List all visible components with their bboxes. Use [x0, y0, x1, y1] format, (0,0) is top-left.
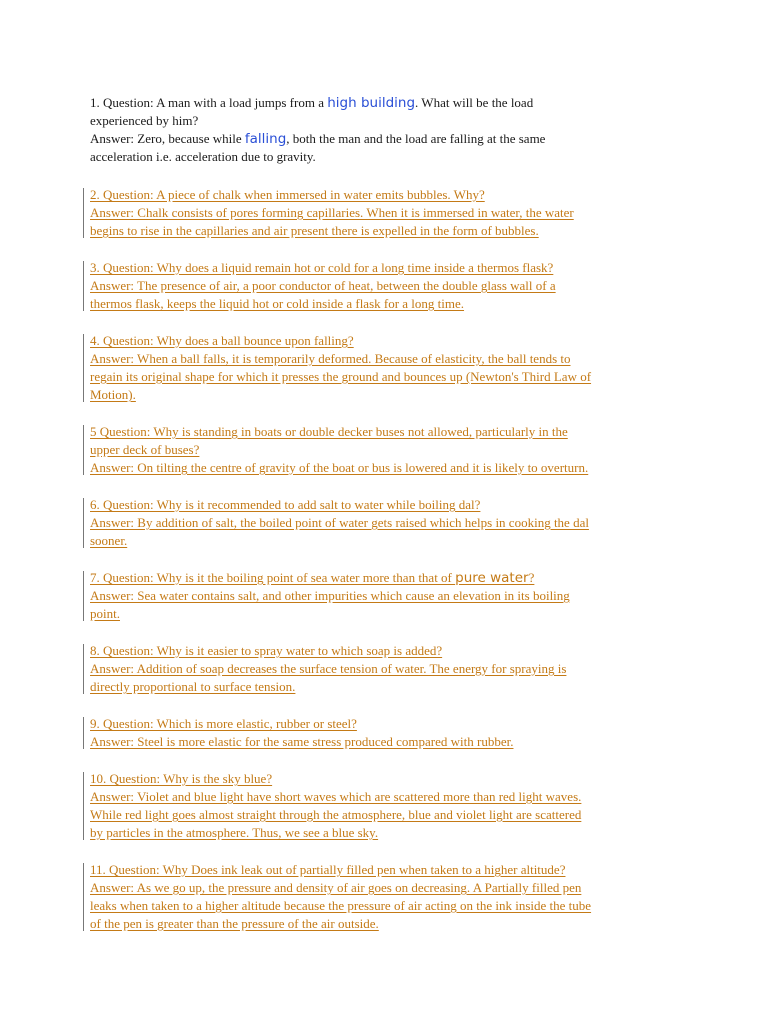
- qa-line: point.: [90, 606, 120, 621]
- qa-text: 7. Question: Why is it the boiling point of sea water more than that of: [90, 570, 456, 585]
- qa-line: 10. Question: Why is the sky blue?: [90, 771, 273, 786]
- q1-line-1: [90, 94, 690, 112]
- document-page: [90, 94, 690, 952]
- qa-line: 4. Question: Why does a ball bounce upon falling?: [90, 333, 354, 348]
- qa-line: While red light goes almost straight through the atmosphere, blue and violet light are scattered: [90, 807, 582, 822]
- qa-line: begins to rise in the capillaries and air present there is expelled in the form of bubbles.: [90, 223, 539, 238]
- qa-line: 9. Question: Which is more elastic, rubber or steel?: [90, 716, 357, 731]
- qa-line: 3. Question: Why does a liquid remain hot or cold for a long time inside a thermos flask?: [90, 260, 554, 275]
- qa-line: of the pen is greater than the pressure of the air outside.: [90, 916, 379, 931]
- qa-line: leaks when taken to a higher altitude because the pressure of air acting on the ink inside the tube: [90, 898, 592, 913]
- qa-line: regain its original shape for which it presses the ground and bounces up (Newton's Third Law of: [90, 369, 592, 384]
- qa-line: Motion).: [90, 387, 136, 402]
- qa-line: 8. Question: Why is it easier to spray water to which soap is added?: [90, 643, 443, 658]
- q1-text: , both the man and the load are falling at the same: [286, 131, 546, 146]
- q1-text: 1. Question: A man with a load jumps from a: [90, 95, 328, 110]
- qa-line: 11. Question: Why Does ink leak out of partially filled pen when taken to a higher altitude?: [90, 862, 566, 877]
- qa-line: thermos flask, keeps the liquid hot or cold inside a flask for a long time.: [90, 296, 465, 311]
- qa-line: 6. Question: Why is it recommended to add salt to water while boiling dal?: [90, 497, 481, 512]
- question-1: [90, 94, 690, 166]
- tracked-changes-list: [90, 186, 690, 933]
- qa-line: Answer: Chalk consists of pores forming capillaries. When it is immersed in water, the water: [90, 205, 574, 220]
- qa-line: Answer: Addition of soap decreases the surface tension of water. The energy for spraying is: [90, 661, 567, 676]
- pure-water-link[interactable]: pure water: [455, 570, 529, 586]
- high-building-link[interactable]: high building: [327, 95, 416, 111]
- qa-line: Answer: Sea water contains salt, and other impurities which cause an elevation in its boiling: [90, 588, 570, 603]
- q1-line-3: [90, 130, 690, 148]
- q1-line-2: experienced by him?: [90, 113, 199, 128]
- qa-line: Answer: On tilting the centre of gravity of the boat or bus is lowered and it is likely to overturn.: [90, 460, 589, 475]
- qa-line: 5 Question: Why is standing in boats or double decker buses not allowed, particularly in the: [90, 424, 568, 439]
- qa-line: Answer: As we go up, the pressure and density of air goes on decreasing. A Partially filled pen: [90, 880, 582, 895]
- question-5: [90, 423, 690, 477]
- qa-line: Answer: Violet and blue light have short waves which are scattered more than red light waves.: [90, 789, 582, 804]
- qa-line: directly proportional to surface tension.: [90, 679, 296, 694]
- question-2: [90, 186, 690, 240]
- falling-link[interactable]: falling: [244, 131, 287, 147]
- q1-text: . What will be the load: [415, 95, 534, 110]
- qa-line: Answer: When a ball falls, it is temporarily deformed. Because of elasticity, the ball tends to: [90, 351, 571, 366]
- qa-line: by particles in the atmosphere. Thus, we see a blue sky.: [90, 825, 379, 840]
- q1-text: Answer: Zero, because while: [90, 131, 245, 146]
- qa-line: upper deck of buses?: [90, 442, 200, 457]
- question-7: [90, 569, 690, 623]
- question-8: [90, 642, 690, 696]
- qa-line: [90, 569, 534, 587]
- question-4: [90, 332, 690, 404]
- question-9: [90, 715, 690, 751]
- qa-text: ?: [528, 570, 535, 585]
- qa-line: sooner.: [90, 533, 128, 548]
- question-11: [90, 861, 690, 933]
- qa-line: Answer: Steel is more elastic for the same stress produced compared with rubber.: [90, 734, 514, 749]
- question-6: [90, 496, 690, 550]
- question-10: [90, 770, 690, 842]
- qa-line: Answer: By addition of salt, the boiled point of water gets raised which helps in cooking the dal: [90, 515, 589, 530]
- q1-line-4: acceleration i.e. acceleration due to gravity.: [90, 149, 316, 164]
- qa-line: 2. Question: A piece of chalk when immersed in water emits bubbles. Why?: [90, 187, 485, 202]
- qa-line: Answer: The presence of air, a poor conductor of heat, between the double glass wall of a: [90, 278, 556, 293]
- question-3: [90, 259, 690, 313]
